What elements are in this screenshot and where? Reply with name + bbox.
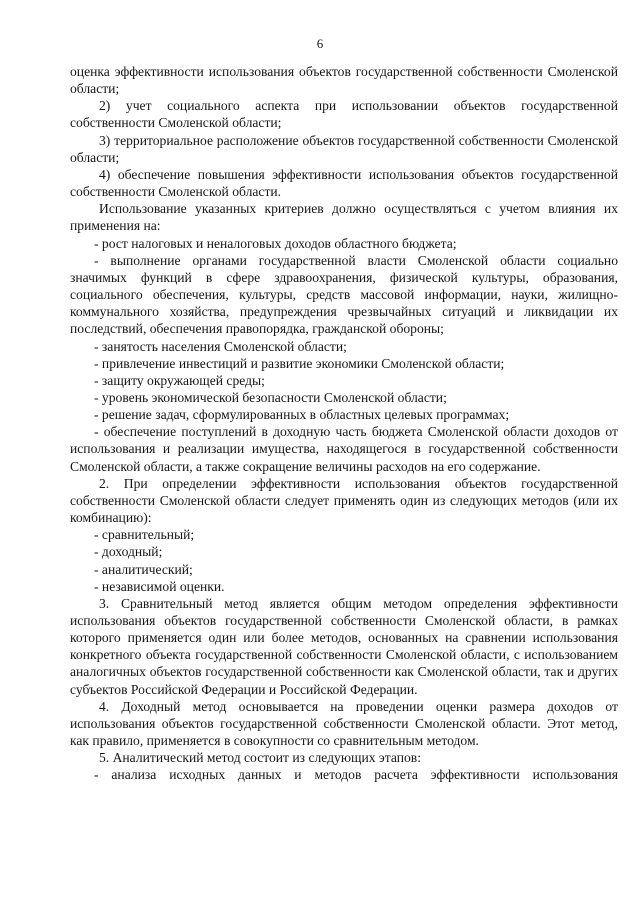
impact-item-tax-revenue: - рост налоговых и неналоговых доходов областного бюджета; [94, 235, 457, 251]
impact-item-environment: - защиту окружающей среды; [94, 372, 265, 388]
section-5-analytical-method: 5. Аналитический метод состоит из следующих этапов: [99, 750, 421, 766]
section-3-comparative-method: 3. Сравнительный метод является общим методом определения эффективности использования объектов государственной собственности Смоленской области, в рамках которого применяется один или более методов, основанных на сравнении использования конкретного объекта государственной собственности Смоленской области, с использованием аналогичных объектов государственной собственности как Смоленской области, так и других субъектов Российской Федерации и Российской Федерации. [70, 595, 618, 697]
paragraph-continuation: оценка эффективности использования объектов государственной собственности Смоленской области; [70, 64, 618, 97]
section-2-methods: 2. При определении эффективности использования объектов государственной собственности Смоленской области следует применять один из следующих методов (или их комбинацию): [70, 475, 618, 526]
impact-item-investment: - привлечение инвестиций и развитие экономики Смоленской области; [94, 355, 505, 371]
method-item-analytical: - аналитический; [94, 561, 193, 577]
criteria-usage-intro: Использование указанных критериев должно осуществляться с учетом влияния их применения на: [70, 201, 618, 234]
section-4-income-method: 4. Доходный метод основывается на проведении оценки размера доходов от использования объектов государственной собственности Смоленской области. Этот метод, как правило, применяется в совокупности со сравнительным методом. [70, 698, 618, 749]
method-item-independent: - независимой оценки. [94, 578, 225, 594]
impact-item-target-programs: - решение задач, сформулированных в областных целевых программах; [94, 407, 510, 423]
impact-item-social-functions: - выполнение органами государственной власти Смоленской области социально значимых функций в сфере здравоохранения, физической культуры, образования, социального обеспечения, культуры, средств массовой информации, науки, жилищно-коммунального хозяйства, предупреждения чрезвычайных ситуаций и ликвидации их последствий, обеспечения правопорядка, гражданской обороны; [70, 252, 618, 337]
criterion-4: 4) обеспечение повышения эффективности использования объектов государственной собственности Смоленской области. [70, 166, 618, 200]
method-item-comparative: - сравнительный; [94, 527, 195, 543]
document-body [70, 63, 618, 784]
criterion-3: 3) территориальное расположение объектов государственной собственности Смоленской области; [70, 132, 618, 165]
page-number: 6 [316, 36, 324, 51]
analytical-step-item: - анализа исходных данных и методов расчета эффективности использования [94, 767, 618, 783]
impact-item-budget-revenue: - обеспечение поступлений в доходную часть бюджета Смоленской области доходов от использования и реализации имущества, находящегося в государственной собственности Смоленской области, а также сокращение величины расходов на его содержание. [70, 424, 618, 474]
impact-item-employment: - занятость населения Смоленской области; [94, 338, 347, 354]
method-item-income: - доходный; [94, 544, 163, 560]
impact-item-economic-security: - уровень экономической безопасности Смоленской области; [94, 389, 447, 405]
criterion-2: 2) учет социального аспекта при использовании объектов государственной собственности Смоленской области; [70, 98, 618, 131]
